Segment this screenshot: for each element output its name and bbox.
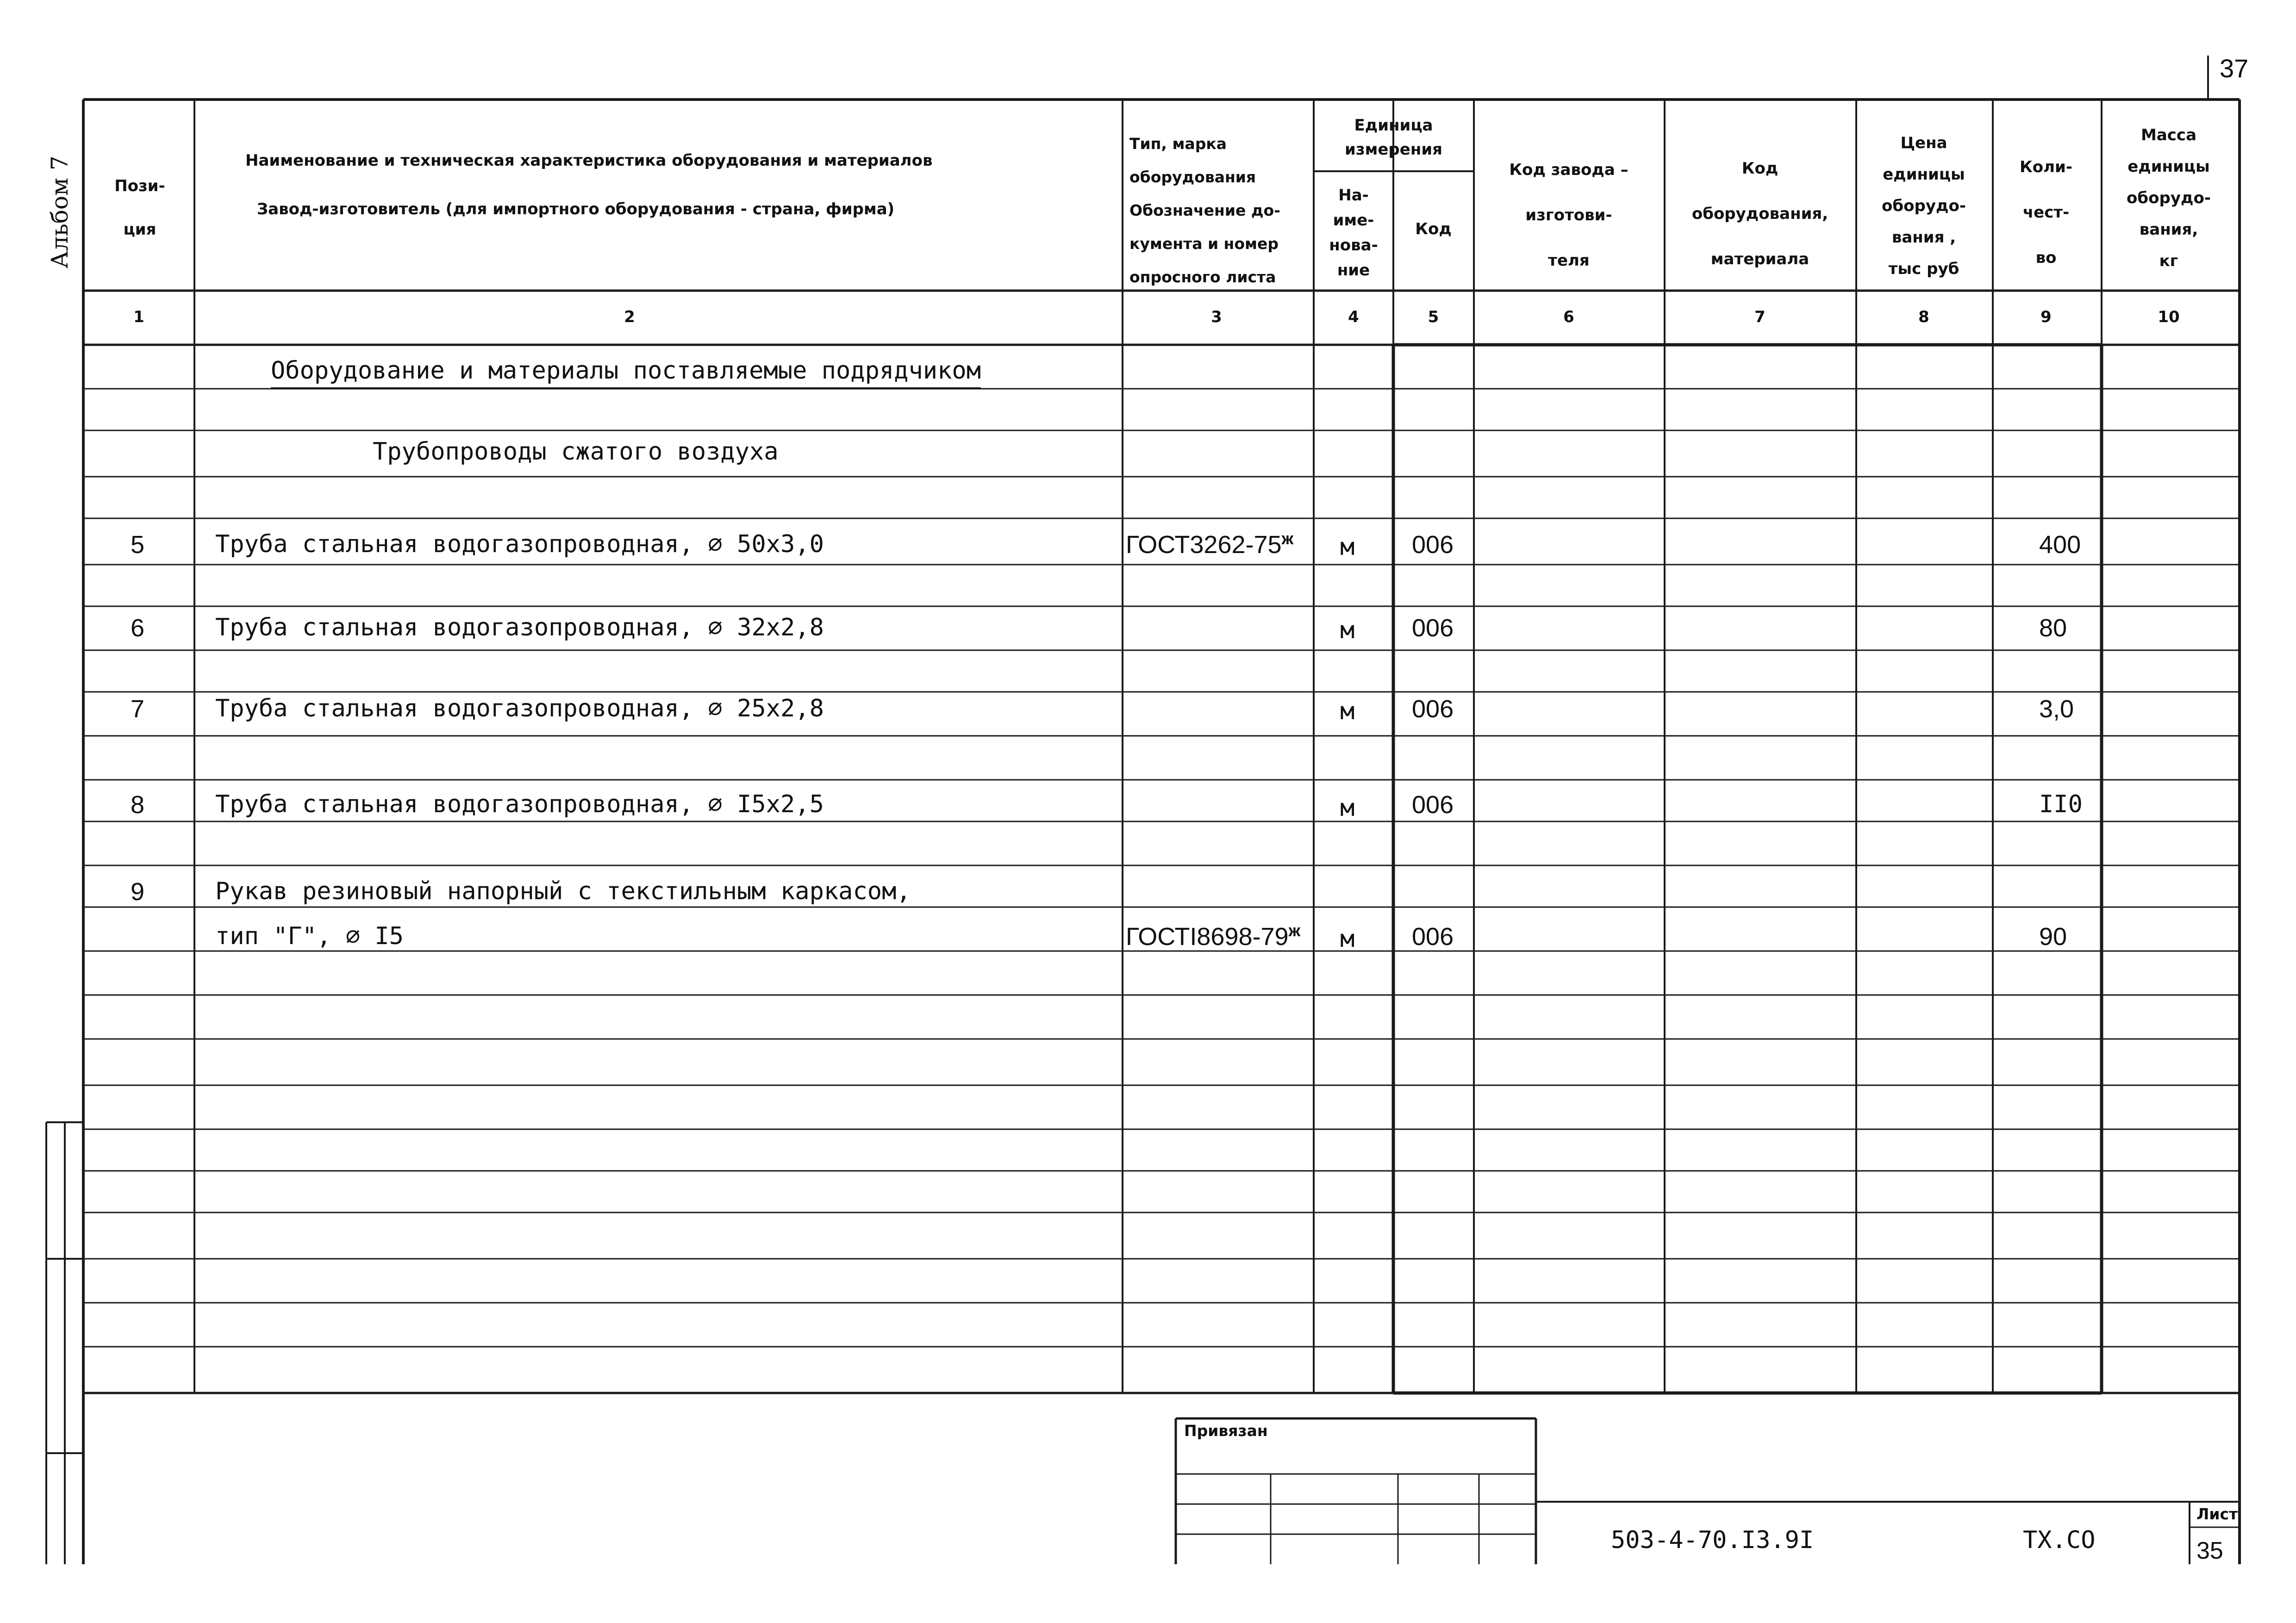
header-col8 xyxy=(1856,127,1991,285)
row-qty: 3,0 xyxy=(2039,695,2074,723)
row-unit: м xyxy=(1340,925,1355,953)
row-qty: 80 xyxy=(2039,614,2067,642)
page-number: 37 xyxy=(2220,54,2249,83)
stamp-designation: 503-4-70.I3.9I xyxy=(1611,1526,1814,1554)
row-name: Труба стальная водогазопроводная, ∅ 50х3,0 xyxy=(215,530,824,558)
header-col3-line: оборудования xyxy=(1129,168,1256,186)
row-qty: 90 xyxy=(2039,923,2067,951)
row-position: 9 xyxy=(131,878,145,906)
header-col8-line: Цена xyxy=(1900,134,1947,152)
row-position: 5 xyxy=(131,531,145,559)
row-code: 006 xyxy=(1412,614,1454,642)
column-number: 1 xyxy=(133,308,144,326)
header-col3-line: Обозначение до- xyxy=(1129,201,1280,219)
column-number: 6 xyxy=(1563,308,1574,326)
header-col6 xyxy=(1474,147,1664,283)
header-col4-line: ние xyxy=(1337,261,1370,280)
header-col7 xyxy=(1665,146,1855,282)
row-name: Рукав резиновый напорный с текстильным каркасом, xyxy=(215,877,911,905)
stamp-bound-label: Привязан xyxy=(1184,1422,1268,1440)
header-col4 xyxy=(1314,183,1393,283)
column-number: 4 xyxy=(1348,308,1359,326)
header-col9 xyxy=(1993,144,2099,280)
column-number: 7 xyxy=(1754,308,1766,326)
header-col3 xyxy=(1129,127,1280,294)
header-unit-group-line: измерения xyxy=(1345,140,1442,159)
row-name: Труба стальная водогазопроводная, ∅ 32х2,8 xyxy=(215,614,824,641)
row-code: 006 xyxy=(1412,923,1454,951)
header-col1 xyxy=(103,164,177,251)
row-code: 006 xyxy=(1412,531,1454,559)
header-col10-line: кг xyxy=(2159,252,2178,270)
header-col1-line: ция xyxy=(123,220,156,239)
column-number: 2 xyxy=(624,308,635,326)
row-doc-text: ГОСТ3262-75 xyxy=(1126,531,1282,559)
row-unit: м xyxy=(1340,616,1355,644)
header-col6-line: изготови- xyxy=(1525,206,1612,224)
row-code: 006 xyxy=(1412,791,1454,819)
row-code: 006 xyxy=(1412,695,1454,723)
header-col3-line: опросного листа xyxy=(1129,268,1276,286)
sheet-number: 35 xyxy=(2196,1537,2223,1564)
column-number: 3 xyxy=(1211,308,1222,326)
header-col8-line: вания , xyxy=(1891,228,1956,247)
row-position: 8 xyxy=(131,791,145,819)
row-qty: II0 xyxy=(2039,790,2083,818)
row-position: 7 xyxy=(131,695,145,723)
row-doc xyxy=(1126,922,1300,949)
header-unit-group-line: Единица xyxy=(1354,116,1433,135)
header-col10-line: единицы xyxy=(2128,157,2210,176)
column-number: 8 xyxy=(1918,308,1929,326)
row-doc-text: ГОСТI8698-79 xyxy=(1126,923,1289,951)
header-col10-line: Масса xyxy=(2140,126,2197,144)
header-col7-line: Код xyxy=(1741,159,1778,178)
column-number: 10 xyxy=(2158,308,2180,326)
header-col6-line: теля xyxy=(1548,251,1590,270)
stamp-code: ТХ.СО xyxy=(2023,1526,2096,1554)
header-col3-line: Тип, марка xyxy=(1129,135,1227,153)
section-title: Оборудование и материалы поставляемые подрядчиком xyxy=(271,359,981,389)
header-col7-line: материала xyxy=(1710,250,1809,268)
header-col10 xyxy=(2102,119,2236,277)
header-col5: Код xyxy=(1415,220,1452,238)
column-number: 5 xyxy=(1428,308,1439,326)
header-col1-line: Пози- xyxy=(114,177,165,195)
header-col8-line: единицы xyxy=(1883,165,1965,184)
row-name-continued: тип "Г", ∅ I5 xyxy=(215,922,404,950)
row-doc-mark: ж xyxy=(1281,529,1294,548)
header-col9-line: Коли- xyxy=(2020,158,2072,176)
header-col9-line: во xyxy=(2035,249,2057,267)
header-col10-line: оборудо- xyxy=(2127,189,2211,207)
header-col2-line1: Наименование и техническая характеристика оборудования и материалов xyxy=(245,151,933,170)
header-col10-line: вания, xyxy=(2139,220,2198,239)
row-unit: м xyxy=(1340,533,1355,561)
header-col4-line: име- xyxy=(1333,211,1374,230)
row-name: Труба стальная водогазопроводная, ∅ 25х2,8 xyxy=(215,695,824,722)
header-col7-line: оборудования, xyxy=(1691,205,1828,223)
row-doc xyxy=(1126,530,1293,557)
header-col3-line: кумента и номер xyxy=(1129,235,1279,253)
subsection-title: Трубопроводы сжатого воздуха xyxy=(373,438,779,466)
header-col6-line: Код завода – xyxy=(1509,161,1628,179)
row-unit: м xyxy=(1340,697,1355,725)
row-doc-mark: ж xyxy=(1288,921,1301,940)
row-qty: 400 xyxy=(2039,531,2081,559)
row-name: Труба стальная водогазопроводная, ∅ I5х2,5 xyxy=(215,790,824,818)
header-col8-line: тыс руб xyxy=(1888,260,1959,278)
side-label: Альбом 7 xyxy=(46,155,73,268)
header-col2-line2: Завод-изготовитель (для импортного оборудования - страна, фирма) xyxy=(257,200,895,218)
header-col4-line: нова- xyxy=(1329,236,1378,255)
stamp-sheet-label: Лист xyxy=(2196,1505,2238,1523)
row-unit: м xyxy=(1340,794,1355,822)
column-number: 9 xyxy=(2040,308,2052,326)
header-col4-line: На- xyxy=(1338,186,1369,205)
header-col8-line: оборудо- xyxy=(1882,197,1966,215)
row-position: 6 xyxy=(131,614,145,642)
header-col9-line: чест- xyxy=(2022,203,2070,222)
header-unit-group xyxy=(1314,113,1473,162)
